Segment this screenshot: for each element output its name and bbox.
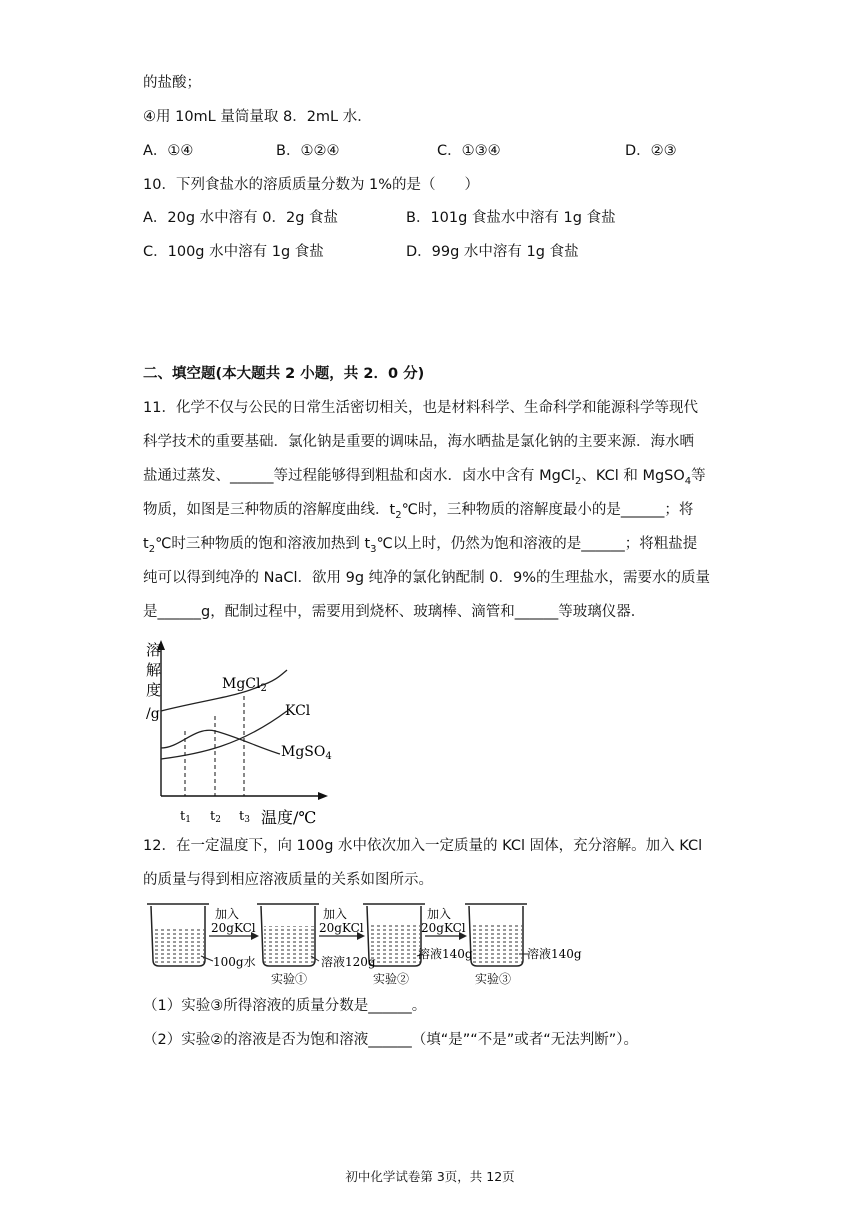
q11-line-6: 纯可以得到纯净的 NaCl．欲用 9g 纯净的氯化钠配制 0．9%的生理盐水，需要水的质量 [143, 570, 710, 586]
water-label: 100g水 [213, 955, 256, 969]
experiment-label-2: 实验② [373, 972, 410, 986]
q11-line-1: 11．化学不仅与公民的日常生活密切相关，也是材料科学、生命科学和能源科学等现代 [143, 400, 698, 416]
q11-line-4: 物质，如图是三种物质的溶解度曲线．$t_2℃$时，三种物质的溶解度最小的是______；将 [143, 502, 694, 521]
q12-part-2: （2）实验②的溶液是否为饱和溶液______（填“是”“不是”或者“无法判断”）。 [143, 1032, 639, 1048]
q10-stem: 10．下列食盐水的溶质质量分数为 1%的是（ ） [143, 177, 480, 193]
q10-option-d: D．99g 水中溶有 1g 食盐 [406, 244, 579, 260]
curve-label-kcl: KCl [285, 703, 311, 719]
q12-line-1: 12．在一定温度下，向 100g 水中依次加入一定质量的 KCl 固体，充分溶解。加入 KCl [143, 838, 703, 854]
tick-t3: t3 [239, 809, 250, 825]
add-label-3: 加入 [427, 907, 452, 921]
q10-option-c: C．100g 水中溶有 1g 食盐 [143, 244, 324, 260]
q12-line-2: 的质量与得到相应溶液质量的关系如图所示。 [143, 872, 433, 888]
beaker-1 [147, 904, 209, 966]
q11-line-3: 盐通过蒸发、______等过程能够得到粗盐和卤水．卤水中含有 MgCl$_2$、KCl 和 MgSO$_4$等 [143, 468, 706, 487]
beaker-diagram [143, 896, 583, 988]
q11-line-5: $t_2℃$时三种物质的饱和溶液加热到 $t_3℃$以上时，仍然为饱和溶液的是______；将粗盐提 [143, 536, 698, 555]
page-footer: 初中化学试卷第 3页，共 12页 [345, 1169, 515, 1184]
q9-option-a: A．①④ [143, 143, 194, 159]
q11-line-7: 是______g，配制过程中，需要用到烧杯、玻璃棒、滴管和______等玻璃仪器． [143, 604, 646, 620]
beaker-4 [465, 904, 527, 966]
add-amount-2: 20gKCl [319, 921, 364, 935]
experiment-label-3: 实验③ [475, 972, 512, 986]
q11-line-2: 科学技术的重要基础．氯化钠是重要的调味品，海水晒盐是氯化钠的主要来源．海水晒 [143, 434, 694, 450]
q10-option-a: A．20g 水中溶有 0．2g 食盐 [143, 210, 339, 226]
solubility-curve-graph [140, 636, 340, 831]
q12-part-1: （1）实验③所得溶液的质量分数是______。 [143, 998, 427, 1014]
section-title: 二、填空题(本大题共 2 小题，共 2．0 分) [143, 366, 425, 382]
add-amount-1: 20gKCl [211, 921, 256, 935]
q9-line-tail: 的盐酸； [143, 75, 201, 91]
add-label-2: 加入 [323, 907, 348, 921]
experiment-label-1: 实验① [271, 972, 308, 986]
add-label-1: 加入 [215, 907, 240, 921]
add-amount-3: 20gKCl [421, 921, 466, 935]
y-label-3: 度 [146, 681, 162, 699]
tick-t1: t1 [180, 809, 191, 825]
tick-t2: t2 [210, 809, 221, 825]
x-label: 温度/℃ [261, 808, 317, 827]
beaker-2 [257, 904, 319, 966]
q9-option-c: C．①③④ [437, 143, 501, 159]
q9-line-4: ④用 10mL 量筒量取 8．2mL 水． [143, 109, 372, 125]
solution-label-1: 溶液120g [321, 955, 376, 969]
y-label-4: /g [146, 706, 160, 722]
y-label-2: 解 [146, 661, 162, 679]
q9-option-d: D．②③ [625, 143, 677, 159]
solution-label-3: 溶液140g [527, 947, 582, 961]
curve-label-mgcl2: MgCl$_2$ [222, 676, 267, 694]
solution-label-2: 溶液140g [418, 947, 473, 961]
q9-option-b: B．①②④ [276, 143, 340, 159]
y-label-1: 溶 [146, 641, 162, 659]
curve-label-mgso4: MgSO$_4$ [281, 744, 332, 762]
q10-option-b: B．101g 食盐水中溶有 1g 食盐 [406, 210, 616, 226]
